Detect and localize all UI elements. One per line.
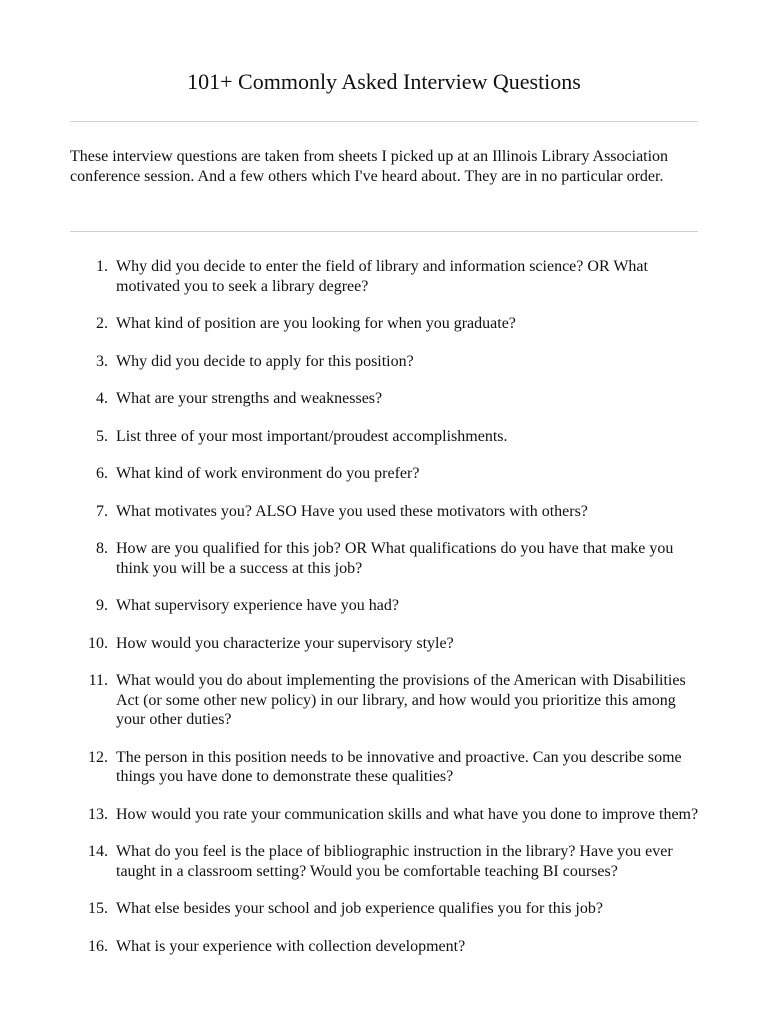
question-number: 5. [96,427,108,445]
question-number: 12. [88,748,108,766]
list-item [70,352,700,372]
list-item [70,257,700,296]
question-text: What do you feel is the place of bibliographic instruction in the library? Have you ever taught in a classroom setting? Would you be comfortable teaching BI courses? [116,843,673,880]
question-number: 10. [88,634,108,652]
question-number: 16. [88,937,108,955]
list-item [70,748,700,787]
list-item [70,539,700,578]
intro-divider [70,231,698,232]
question-text: Why did you decide to apply for this position? [116,352,414,370]
question-number: 9. [96,597,108,614]
list-item [70,389,700,409]
question-list [70,257,700,974]
question-number: 13. [88,805,108,823]
list-item [70,314,700,334]
list-item [70,842,700,881]
list-item [70,671,700,730]
question-text: What is your experience with collection development? [116,937,466,955]
question-text: What kind of position are you looking for when you graduate? [116,315,516,332]
question-number: 15. [88,900,108,917]
question-number: 6. [96,465,108,482]
question-text: What supervisory experience have you had? [116,597,399,614]
question-text: What are your strengths and weaknesses? [116,390,383,407]
list-item [70,634,700,654]
question-number: 1. [96,258,108,275]
list-item [70,464,700,484]
question-text: The person in this position needs to be innovative and proactive. Can you describe some things you have done to demonstrate these qualities? [116,748,682,785]
question-text: What else besides your school and job experience qualifies you for this job? [116,900,603,917]
list-item [70,805,700,825]
question-text: What motivates you? ALSO Have you used these motivators with others? [116,502,588,520]
question-text: List three of your most important/proudest accomplishments. [116,427,508,445]
page-title: 101+ Commonly Asked Interview Questions [187,69,581,94]
intro-paragraph: These interview questions are taken from sheets I picked up at an Illinois Library Association conference session. And a few others which I've heard about. They are in no particular order. [70,148,669,185]
question-number: 8. [96,540,108,557]
list-item [70,502,700,522]
question-text: How would you characterize your supervisory style? [116,634,454,652]
question-text: What kind of work environment do you prefer? [116,465,420,482]
list-item [70,937,700,957]
list-item [70,899,700,919]
question-text: How would you rate your communication skills and what have you done to improve them? [116,805,699,823]
list-item [70,427,700,447]
question-number: 14. [88,843,108,860]
question-number: 2. [96,315,108,332]
question-text: Why did you decide to enter the field of library and information science? OR What motivated you to seek a library degree? [116,258,648,295]
question-text: How are you qualified for this job? OR What qualifications do you have that make you think you will be a success at this job? [116,540,674,577]
list-item [70,596,700,616]
question-number: 7. [96,502,108,520]
question-number: 3. [96,352,108,370]
question-text: What would you do about implementing the provisions of the American with Disabilities Act (or some other new policy) in our library, and how would you prioritize this among your other duties? [116,672,686,728]
question-number: 4. [96,390,108,407]
question-number: 11. [88,672,108,689]
title-divider [70,121,698,122]
